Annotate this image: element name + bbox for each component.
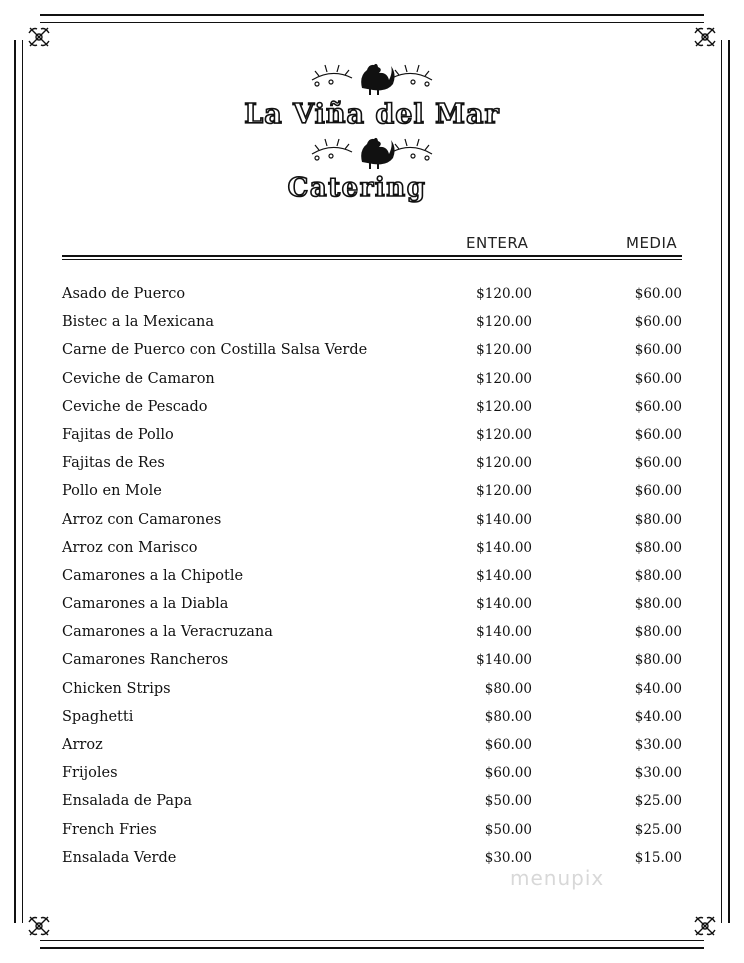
price-entera: $30.00 <box>484 849 532 866</box>
price-entera: $140.00 <box>476 652 532 669</box>
item-name: Ceviche de Pescado <box>62 398 208 415</box>
item-name: Camarones a la Chipotle <box>62 567 244 584</box>
price-media: $80.00 <box>634 652 682 669</box>
item-name: Spaghetti <box>62 708 134 725</box>
item-name: Ceviche de Camaron <box>62 370 215 387</box>
list-item <box>62 280 684 308</box>
price-media: $80.00 <box>634 624 682 641</box>
price-media: $80.00 <box>634 511 682 528</box>
price-media: $80.00 <box>634 596 682 613</box>
item-name: Asado de Puerco <box>62 286 186 302</box>
price-media: $80.00 <box>634 567 682 584</box>
price-entera: $80.00 <box>484 680 532 697</box>
item-name: Arroz con Marisco <box>62 539 198 556</box>
price-media: $60.00 <box>634 370 682 387</box>
price-media: $25.00 <box>634 821 682 838</box>
column-header-entera: ENTERA <box>466 234 529 252</box>
list-item <box>62 646 684 674</box>
list-item <box>62 787 684 815</box>
price-entera: $120.00 <box>476 426 532 443</box>
price-entera: $120.00 <box>476 342 532 359</box>
price-entera: $60.00 <box>484 765 532 782</box>
list-item <box>62 449 684 477</box>
header-divider <box>62 259 682 260</box>
flourish-corner-icon <box>24 911 54 941</box>
restaurant-name: La Viña del Mar <box>244 99 500 130</box>
price-entera: $50.00 <box>484 793 532 810</box>
column-header-media: MEDIA <box>626 234 678 252</box>
item-name: Arroz con Camarones <box>62 511 222 528</box>
list-item <box>62 759 684 787</box>
item-name: Bistec a la Mexicana <box>62 314 215 331</box>
list-item <box>62 421 684 449</box>
item-name: Chicken Strips <box>62 680 171 697</box>
list-item <box>62 675 684 703</box>
price-entera: $120.00 <box>476 286 532 302</box>
price-media: $30.00 <box>634 737 682 753</box>
item-name: Fajitas de Pollo <box>62 426 174 443</box>
price-entera: $50.00 <box>484 821 532 838</box>
price-entera: $140.00 <box>476 624 532 641</box>
list-item <box>62 562 684 590</box>
item-name: Fajitas de Res <box>62 455 165 472</box>
price-media: $80.00 <box>634 539 682 556</box>
price-entera: $60.00 <box>484 737 532 753</box>
list-item <box>62 703 684 731</box>
price-entera: $140.00 <box>476 511 532 528</box>
price-media: $60.00 <box>634 483 682 500</box>
flourish-corner-icon <box>690 22 720 52</box>
item-name: Frijoles <box>62 765 118 782</box>
flourish-corner-icon <box>24 22 54 52</box>
item-name: Arroz <box>62 737 103 753</box>
price-entera: $120.00 <box>476 455 532 472</box>
list-item <box>62 816 684 844</box>
price-entera: $140.00 <box>476 539 532 556</box>
list-item <box>62 336 684 364</box>
list-item <box>62 365 684 393</box>
list-item <box>62 618 684 646</box>
price-entera: $140.00 <box>476 567 532 584</box>
item-name: Pollo en Mole <box>62 483 162 500</box>
item-name: Camarones Rancheros <box>62 652 229 669</box>
price-media: $60.00 <box>634 398 682 415</box>
price-entera: $120.00 <box>476 314 532 331</box>
price-media: $60.00 <box>634 455 682 472</box>
menu-subtitle: Catering <box>287 173 427 203</box>
list-item <box>62 590 684 618</box>
price-media: $60.00 <box>634 314 682 331</box>
list-item <box>62 308 684 336</box>
rooster-vine-icon <box>0 58 744 96</box>
price-entera: $120.00 <box>476 370 532 387</box>
menu-header <box>0 58 744 204</box>
flourish-corner-icon <box>690 911 720 941</box>
price-entera: $80.00 <box>484 708 532 725</box>
price-media: $25.00 <box>634 793 682 810</box>
price-entera: $120.00 <box>476 483 532 500</box>
price-media: $15.00 <box>634 849 682 866</box>
list-item <box>62 477 684 505</box>
item-name: Ensalada de Papa <box>62 793 192 810</box>
price-media: $60.00 <box>634 342 682 359</box>
item-name: Camarones a la Diabla <box>62 596 229 613</box>
price-entera: $140.00 <box>476 596 532 613</box>
list-item <box>62 534 684 562</box>
header-divider <box>62 255 682 257</box>
price-media: $40.00 <box>634 680 682 697</box>
item-name: Carne de Puerco con Costilla Salsa Verde <box>62 342 368 359</box>
price-entera: $120.00 <box>476 398 532 415</box>
watermark: menupix <box>510 866 605 890</box>
item-name: Ensalada Verde <box>62 849 177 866</box>
price-media: $60.00 <box>634 286 682 302</box>
item-name: French Fries <box>62 821 157 838</box>
price-media: $30.00 <box>634 765 682 782</box>
price-media: $40.00 <box>634 708 682 725</box>
list-item <box>62 506 684 534</box>
item-name: Camarones a la Veracruzana <box>62 624 273 641</box>
list-item <box>62 731 684 759</box>
list-item <box>62 393 684 421</box>
price-media: $60.00 <box>634 426 682 443</box>
rooster-vine-icon <box>0 132 744 170</box>
menu-list <box>62 280 684 872</box>
